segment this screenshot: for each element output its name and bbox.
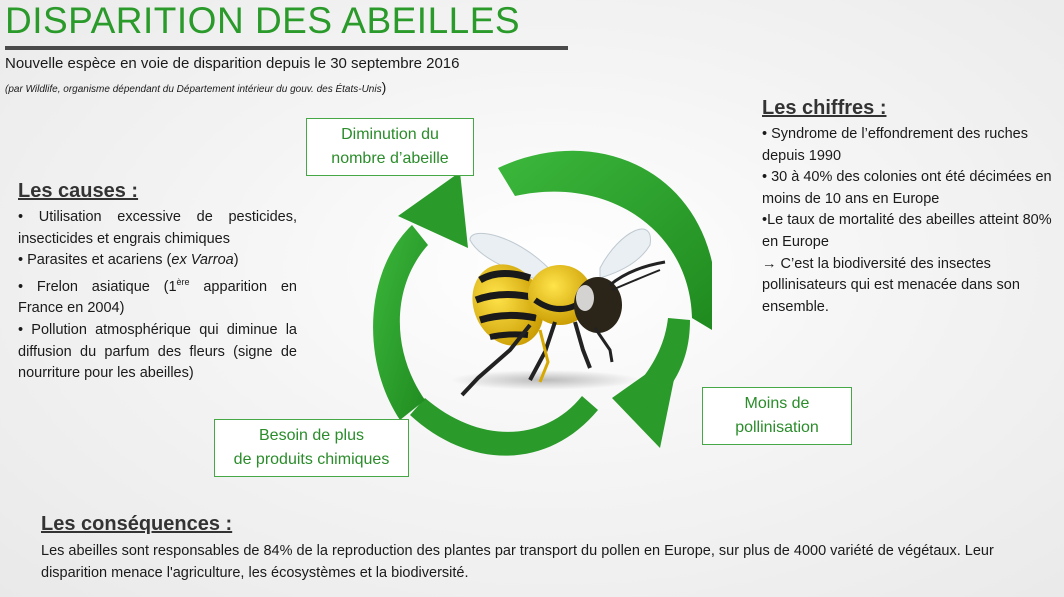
box-diminution-abeilles (306, 118, 474, 176)
box-moins-pollinisation (702, 387, 852, 445)
subtitle: Nouvelle espèce en voie de disparition depuis le 30 septembre 2016 (5, 55, 460, 72)
chiffres-heading: Les chiffres : (762, 97, 887, 119)
page-title: DISPARITION DES ABEILLES (5, 0, 521, 41)
cause-item: • Utilisation excessive de pesticides, insecticides et engrais chimiques (18, 209, 297, 247)
chiffre-item: → C’est la biodiversité des insectes pollinisateurs qui est menacée dans son ensemble. (762, 255, 1020, 315)
box1-line2: nombre d’abeille (331, 150, 449, 167)
chiffre-item: • 30 à 40% des colonies ont été décimées en moins de 10 ans en Europe (762, 169, 1052, 207)
source-close: ) (381, 79, 387, 95)
bee-illustration (459, 229, 665, 395)
consequences-text: Les abeilles sont responsables de 84% de la reproduction des plantes par transport du pollen en Europe, sur plus de 4000 variété de végétaux. Leur disparition menace l'agriculture, les écosystèmes et la biodiversité. (41, 543, 994, 581)
source-text: (par Wildlife, organisme dépendant du Département intérieur du gouv. des États-Unis (5, 84, 382, 95)
cause-item (18, 272, 297, 320)
cause-text: ) (233, 252, 239, 269)
cause-sup: ère (176, 276, 190, 287)
box3-line2: de produits chimiques (233, 451, 390, 468)
cycle-arrow-left (373, 225, 428, 420)
cycle-arrow-bottom (410, 396, 598, 456)
cause-text: • Parasites et acariens ( (18, 252, 172, 269)
box1-line1: Diminution du (341, 126, 439, 143)
cause-text: • Frelon asiatique (1 (18, 278, 177, 295)
box2-line2: pollinisation (735, 419, 819, 436)
box-produits-chimiques (214, 419, 409, 477)
cause-italic: ex Varroa (171, 252, 234, 269)
cause-item: • Pollution atmosphérique qui diminue la diffusion du parfum des fleurs (signe de nourriture pour les abeilles) (18, 321, 297, 382)
causes-list (18, 207, 297, 385)
chiffre-item: •Le taux de mortalité des abeilles atteint 80% en Europe (762, 212, 1052, 250)
chiffres-list (762, 124, 1062, 318)
box2-line1: Moins de (744, 395, 810, 412)
causes-heading: Les causes : (18, 180, 139, 202)
cause-item (18, 250, 297, 272)
chiffre-item: • Syndrome de l’effondrement des ruches depuis 1990 (762, 126, 1028, 164)
consequences-heading: Les conséquences : (41, 513, 233, 535)
box3-line1: Besoin de plus (259, 427, 364, 444)
cause-text: apparition en France en 2004) (18, 278, 297, 317)
